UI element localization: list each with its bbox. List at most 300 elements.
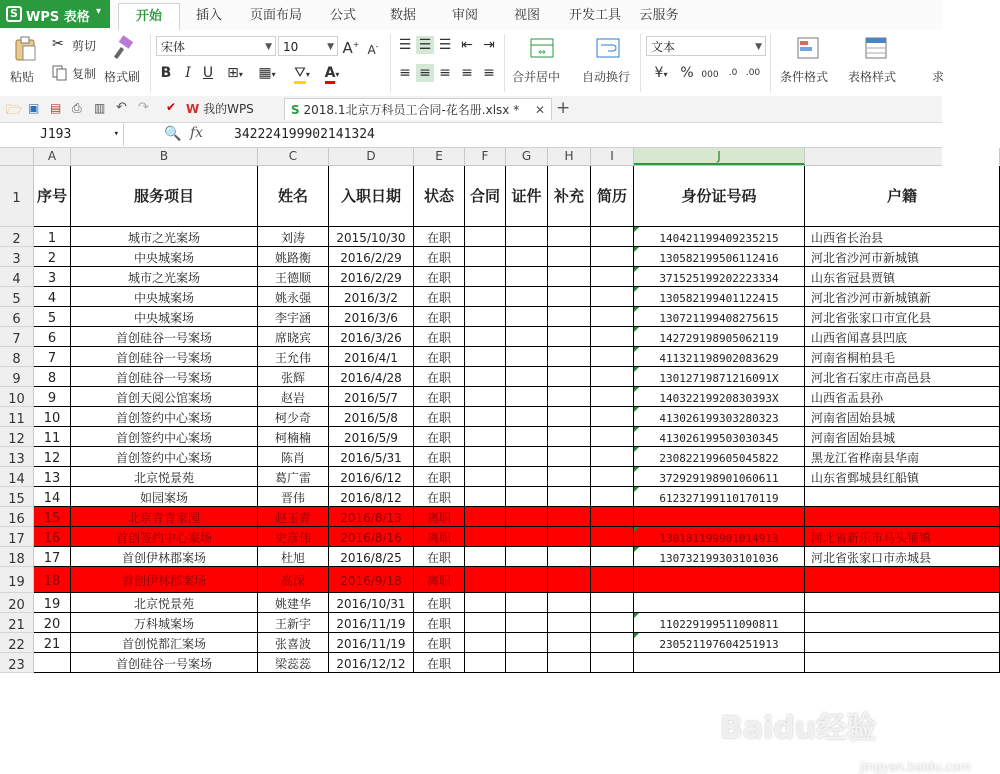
header-cell[interactable]: 入职日期 bbox=[329, 166, 414, 227]
table-cell[interactable] bbox=[506, 633, 548, 653]
table-cell[interactable]: 612327199110170119 bbox=[634, 487, 805, 507]
table-cell[interactable] bbox=[634, 507, 805, 527]
table-cell[interactable]: 130732199303101036 bbox=[634, 547, 805, 567]
table-cell[interactable]: 中央城案场 bbox=[71, 287, 258, 307]
row-header[interactable]: 23 bbox=[0, 653, 34, 673]
column-header-A[interactable]: A bbox=[34, 148, 71, 165]
name-box[interactable] bbox=[0, 123, 124, 146]
table-cell[interactable] bbox=[591, 613, 634, 633]
table-cell[interactable] bbox=[591, 367, 634, 387]
table-cell[interactable] bbox=[465, 593, 506, 613]
table-cell[interactable]: 在职 bbox=[414, 247, 465, 267]
table-cell[interactable]: 离职 bbox=[414, 507, 465, 527]
bold-button[interactable]: B bbox=[160, 65, 172, 81]
table-cell[interactable]: 山东省鄄城县红船镇 bbox=[805, 467, 1000, 487]
table-cell[interactable]: 在职 bbox=[414, 593, 465, 613]
table-cell[interactable] bbox=[465, 447, 506, 467]
number-format-select[interactable] bbox=[646, 36, 766, 56]
header-cell[interactable]: 合同 bbox=[465, 166, 506, 227]
redo-icon[interactable]: ↷ bbox=[138, 100, 149, 115]
table-cell[interactable]: 河南省固始县城 bbox=[805, 427, 1000, 447]
print-preview-icon[interactable]: ▤ bbox=[50, 101, 62, 115]
table-cell[interactable]: 9 bbox=[34, 387, 71, 407]
tab-view[interactable]: 视图 bbox=[513, 8, 540, 23]
table-cell[interactable]: 2016/12/12 bbox=[329, 653, 414, 673]
table-cell[interactable] bbox=[548, 507, 591, 527]
table-cell[interactable]: 首创硅谷一号案场 bbox=[71, 347, 258, 367]
column-header-F[interactable]: F bbox=[465, 148, 506, 165]
table-cell[interactable] bbox=[548, 367, 591, 387]
table-cell[interactable] bbox=[591, 307, 634, 327]
align-top-button[interactable]: ☰ bbox=[398, 37, 412, 53]
folder-icon[interactable]: 🗁 bbox=[6, 103, 23, 118]
table-cell[interactable] bbox=[805, 593, 1000, 613]
row-header[interactable]: 2 bbox=[0, 227, 34, 247]
table-cell[interactable]: 7 bbox=[34, 347, 71, 367]
conditional-format-button[interactable] bbox=[778, 34, 840, 92]
table-cell[interactable]: 河北省张家口市赤城县 bbox=[805, 547, 1000, 567]
tab-review[interactable]: 审阅 bbox=[451, 8, 478, 23]
table-cell[interactable]: 2016/8/25 bbox=[329, 547, 414, 567]
copy-button[interactable] bbox=[52, 64, 102, 82]
table-cell[interactable]: 首创签约中心案场 bbox=[71, 427, 258, 447]
table-cell[interactable] bbox=[465, 467, 506, 487]
table-cell[interactable]: 2016/2/29 bbox=[329, 267, 414, 287]
tab-developer[interactable]: 开发工具 bbox=[568, 8, 621, 23]
column-header-C[interactable]: C bbox=[258, 148, 329, 165]
table-cell[interactable]: 在职 bbox=[414, 327, 465, 347]
table-cell[interactable] bbox=[34, 653, 71, 673]
row-header[interactable]: 6 bbox=[0, 307, 34, 327]
table-cell[interactable]: 北京悦景苑 bbox=[71, 467, 258, 487]
table-cell[interactable] bbox=[465, 387, 506, 407]
table-cell[interactable] bbox=[591, 527, 634, 547]
table-cell[interactable]: 河南省固始县城 bbox=[805, 407, 1000, 427]
table-cell[interactable] bbox=[465, 567, 506, 593]
table-cell[interactable]: 离职 bbox=[414, 527, 465, 547]
row-header[interactable]: 20 bbox=[0, 593, 34, 613]
table-cell[interactable]: 12 bbox=[34, 447, 71, 467]
function-icon[interactable]: fx bbox=[190, 125, 204, 141]
table-cell[interactable]: 席晓宾 bbox=[258, 327, 329, 347]
table-cell[interactable] bbox=[465, 307, 506, 327]
table-cell[interactable] bbox=[591, 347, 634, 367]
table-cell[interactable] bbox=[506, 527, 548, 547]
table-cell[interactable]: 2016/2/29 bbox=[329, 247, 414, 267]
table-cell[interactable]: 2016/9/18 bbox=[329, 567, 414, 593]
table-cell[interactable]: 110229199511090811 bbox=[634, 613, 805, 633]
row-header[interactable]: 12 bbox=[0, 427, 34, 447]
table-cell[interactable]: 赵玉青 bbox=[258, 507, 329, 527]
table-cell[interactable]: 5 bbox=[34, 307, 71, 327]
row-header[interactable]: 15 bbox=[0, 487, 34, 507]
column-header-B[interactable]: B bbox=[71, 148, 258, 165]
table-cell[interactable] bbox=[548, 653, 591, 673]
table-cell[interactable] bbox=[506, 267, 548, 287]
distributed-button[interactable]: ≡ bbox=[483, 65, 495, 81]
header-cell[interactable]: 证件 bbox=[506, 166, 548, 227]
table-cell[interactable]: 河南省桐柏县毛 bbox=[805, 347, 1000, 367]
select-all-corner[interactable] bbox=[0, 148, 34, 165]
table-cell[interactable] bbox=[465, 347, 506, 367]
table-cell[interactable]: 130721199408275615 bbox=[634, 307, 805, 327]
table-cell[interactable]: 河北省沙河市新城镇新 bbox=[805, 287, 1000, 307]
table-cell[interactable]: 王允伟 bbox=[258, 347, 329, 367]
table-cell[interactable] bbox=[591, 267, 634, 287]
table-cell[interactable]: 城市之光案场 bbox=[71, 227, 258, 247]
table-cell[interactable]: 3 bbox=[34, 267, 71, 287]
table-cell[interactable]: 北京青青家园 bbox=[71, 507, 258, 527]
table-cell[interactable]: 首创伊林郡案场 bbox=[71, 547, 258, 567]
table-cell[interactable] bbox=[548, 527, 591, 547]
header-cell[interactable]: 户籍 bbox=[805, 166, 1000, 227]
table-cell[interactable] bbox=[548, 487, 591, 507]
table-cell[interactable] bbox=[506, 427, 548, 447]
indent-decrease-button[interactable]: ⇤ bbox=[461, 37, 473, 53]
decrease-font-button[interactable]: A- bbox=[367, 42, 379, 57]
table-cell[interactable]: 10 bbox=[34, 407, 71, 427]
table-cell[interactable]: 17 bbox=[34, 547, 71, 567]
table-cell[interactable] bbox=[465, 287, 506, 307]
formula-input[interactable]: 342224199902141324 bbox=[234, 127, 375, 142]
tab-my-wps[interactable] bbox=[186, 98, 282, 120]
table-cell[interactable]: 在职 bbox=[414, 487, 465, 507]
table-cell[interactable]: 晋伟 bbox=[258, 487, 329, 507]
paste-button[interactable] bbox=[8, 34, 44, 92]
table-cell[interactable]: 在职 bbox=[414, 387, 465, 407]
table-cell[interactable]: 2016/11/19 bbox=[329, 633, 414, 653]
header-cell[interactable]: 服务项目 bbox=[71, 166, 258, 227]
table-cell[interactable] bbox=[805, 633, 1000, 653]
table-cell[interactable]: 2016/4/28 bbox=[329, 367, 414, 387]
table-cell[interactable]: 11 bbox=[34, 427, 71, 447]
table-cell[interactable] bbox=[506, 407, 548, 427]
more-ribbon-label[interactable]: 求 bbox=[932, 70, 945, 84]
row-header[interactable]: 4 bbox=[0, 267, 34, 287]
table-cell[interactable] bbox=[591, 653, 634, 673]
table-cell[interactable]: 山西省闻喜县凹底 bbox=[805, 327, 1000, 347]
align-center-button[interactable]: ≡ bbox=[416, 64, 434, 82]
font-name-select[interactable] bbox=[156, 36, 276, 56]
table-style-button[interactable] bbox=[846, 34, 908, 92]
table-cell[interactable]: 20 bbox=[34, 613, 71, 633]
tab-formula[interactable]: 公式 bbox=[329, 8, 356, 23]
table-cell[interactable]: 14032219920830393X bbox=[634, 387, 805, 407]
table-cell[interactable]: 在职 bbox=[414, 633, 465, 653]
table-cell[interactable]: 王德顺 bbox=[258, 267, 329, 287]
preview-icon[interactable]: ▥ bbox=[94, 101, 106, 115]
row-header[interactable]: 10 bbox=[0, 387, 34, 407]
table-cell[interactable]: 王新宇 bbox=[258, 613, 329, 633]
column-header-J[interactable]: J bbox=[634, 148, 805, 165]
table-cell[interactable]: 首创硅谷一号案场 bbox=[71, 367, 258, 387]
table-cell[interactable] bbox=[548, 427, 591, 447]
table-cell[interactable] bbox=[548, 387, 591, 407]
table-cell[interactable] bbox=[591, 633, 634, 653]
percent-button[interactable]: % bbox=[680, 65, 694, 81]
row-header[interactable]: 17 bbox=[0, 527, 34, 547]
row-header[interactable]: 16 bbox=[0, 507, 34, 527]
table-cell[interactable]: 城市之光案场 bbox=[71, 267, 258, 287]
row-header[interactable]: 19 bbox=[0, 567, 34, 593]
wrap-text-button[interactable] bbox=[580, 34, 636, 92]
table-cell[interactable]: 离职 bbox=[414, 567, 465, 593]
table-cell[interactable]: 梁蕊蕊 bbox=[258, 653, 329, 673]
table-cell[interactable] bbox=[465, 427, 506, 447]
table-cell[interactable] bbox=[465, 653, 506, 673]
table-cell[interactable]: 2016/8/16 bbox=[329, 527, 414, 547]
table-cell[interactable]: 371525199202223334 bbox=[634, 267, 805, 287]
column-header-E[interactable]: E bbox=[414, 148, 465, 165]
table-cell[interactable]: 首创硅谷一号案场 bbox=[71, 327, 258, 347]
table-cell[interactable]: 中央城案场 bbox=[71, 307, 258, 327]
table-cell[interactable]: 山西省长治县 bbox=[805, 227, 1000, 247]
table-cell[interactable]: 高深 bbox=[258, 567, 329, 593]
table-cell[interactable]: 130582199506112416 bbox=[634, 247, 805, 267]
font-color-button[interactable]: A▾ bbox=[318, 64, 346, 84]
table-cell[interactable] bbox=[465, 327, 506, 347]
row-header[interactable]: 5 bbox=[0, 287, 34, 307]
close-icon[interactable]: ✕ bbox=[534, 103, 545, 117]
table-cell[interactable] bbox=[805, 507, 1000, 527]
table-cell[interactable]: 在职 bbox=[414, 267, 465, 287]
tab-active-file[interactable] bbox=[284, 98, 552, 120]
table-cell[interactable]: 2016/3/6 bbox=[329, 307, 414, 327]
table-cell[interactable] bbox=[591, 447, 634, 467]
table-cell[interactable]: 姚路衡 bbox=[258, 247, 329, 267]
table-cell[interactable]: 4 bbox=[34, 287, 71, 307]
table-cell[interactable] bbox=[506, 507, 548, 527]
table-cell[interactable]: 首创硅谷一号案场 bbox=[71, 653, 258, 673]
table-cell[interactable] bbox=[548, 467, 591, 487]
new-tab-plus-icon[interactable]: + bbox=[556, 98, 571, 118]
table-cell[interactable]: 15 bbox=[34, 507, 71, 527]
table-cell[interactable] bbox=[506, 227, 548, 247]
table-cell[interactable] bbox=[634, 593, 805, 613]
table-cell[interactable]: 赵岩 bbox=[258, 387, 329, 407]
table-cell[interactable]: 张辉 bbox=[258, 367, 329, 387]
table-cell[interactable] bbox=[465, 267, 506, 287]
table-cell[interactable]: 在职 bbox=[414, 307, 465, 327]
table-cell[interactable]: 万科城案场 bbox=[71, 613, 258, 633]
table-cell[interactable] bbox=[506, 547, 548, 567]
table-cell[interactable]: 372929198901060611 bbox=[634, 467, 805, 487]
table-cell[interactable]: 2016/3/2 bbox=[329, 287, 414, 307]
table-cell[interactable] bbox=[548, 247, 591, 267]
row-header[interactable]: 14 bbox=[0, 467, 34, 487]
table-cell[interactable] bbox=[591, 467, 634, 487]
undo-icon[interactable]: ↶ bbox=[116, 100, 127, 115]
table-cell[interactable] bbox=[591, 227, 634, 247]
table-cell[interactable]: 140421199409235215 bbox=[634, 227, 805, 247]
table-cell[interactable] bbox=[591, 547, 634, 567]
table-cell[interactable] bbox=[506, 567, 548, 593]
table-cell[interactable] bbox=[805, 487, 1000, 507]
decrease-decimal-button[interactable]: .00 bbox=[745, 68, 761, 78]
table-cell[interactable]: 14 bbox=[34, 487, 71, 507]
table-cell[interactable] bbox=[465, 547, 506, 567]
table-cell[interactable]: 2016/4/1 bbox=[329, 347, 414, 367]
table-cell[interactable]: 2016/8/12 bbox=[329, 487, 414, 507]
table-cell[interactable]: 杜旭 bbox=[258, 547, 329, 567]
table-cell[interactable] bbox=[591, 567, 634, 593]
row-header[interactable]: 1 bbox=[0, 166, 34, 227]
table-cell[interactable] bbox=[506, 593, 548, 613]
table-cell[interactable] bbox=[805, 567, 1000, 593]
table-cell[interactable]: 13 bbox=[34, 467, 71, 487]
table-cell[interactable] bbox=[506, 347, 548, 367]
column-header-G[interactable]: G bbox=[506, 148, 548, 165]
table-cell[interactable]: 2 bbox=[34, 247, 71, 267]
table-cell[interactable]: 首创签约中心案场 bbox=[71, 407, 258, 427]
table-cell[interactable]: 在职 bbox=[414, 447, 465, 467]
app-menu-button[interactable] bbox=[0, 0, 110, 28]
table-cell[interactable]: 6 bbox=[34, 327, 71, 347]
currency-button[interactable]: ¥▾ bbox=[654, 65, 668, 81]
table-cell[interactable] bbox=[465, 227, 506, 247]
column-header-D[interactable]: D bbox=[329, 148, 414, 165]
table-cell[interactable]: 21 bbox=[34, 633, 71, 653]
table-cell[interactable]: 河北省新乐市马头铺镇 bbox=[805, 527, 1000, 547]
table-cell[interactable]: 2016/5/31 bbox=[329, 447, 414, 467]
table-cell[interactable] bbox=[591, 387, 634, 407]
print-icon[interactable]: ⎙ bbox=[72, 101, 82, 115]
table-cell[interactable] bbox=[548, 327, 591, 347]
table-cell[interactable]: 首创签约中心案场 bbox=[71, 527, 258, 547]
table-cell[interactable]: 陈肖 bbox=[258, 447, 329, 467]
underline-button[interactable]: U bbox=[202, 65, 214, 81]
table-cell[interactable]: 在职 bbox=[414, 367, 465, 387]
table-cell[interactable] bbox=[506, 287, 548, 307]
table-cell[interactable]: 张喜波 bbox=[258, 633, 329, 653]
table-cell[interactable] bbox=[548, 567, 591, 593]
table-cell[interactable] bbox=[634, 653, 805, 673]
table-cell[interactable]: 在职 bbox=[414, 287, 465, 307]
table-cell[interactable]: 姚永强 bbox=[258, 287, 329, 307]
cut-button[interactable] bbox=[52, 36, 102, 54]
font-size-select[interactable] bbox=[278, 36, 338, 56]
fill-color-button[interactable]: ⛛▾ bbox=[288, 64, 316, 84]
table-cell[interactable]: 2015/10/30 bbox=[329, 227, 414, 247]
table-cell[interactable] bbox=[805, 613, 1000, 633]
table-cell[interactable]: 在职 bbox=[414, 427, 465, 447]
table-cell[interactable]: 李宇涵 bbox=[258, 307, 329, 327]
table-cell[interactable]: 在职 bbox=[414, 467, 465, 487]
increase-decimal-button[interactable]: .0 bbox=[728, 68, 738, 78]
table-cell[interactable]: 首创天阅公馆案场 bbox=[71, 387, 258, 407]
table-cell[interactable]: 柯少奇 bbox=[258, 407, 329, 427]
table-cell[interactable]: 19 bbox=[34, 593, 71, 613]
italic-button[interactable]: I bbox=[185, 65, 191, 81]
table-cell[interactable] bbox=[465, 507, 506, 527]
table-cell[interactable] bbox=[506, 327, 548, 347]
header-cell[interactable]: 补充 bbox=[548, 166, 591, 227]
table-cell[interactable] bbox=[506, 653, 548, 673]
row-header[interactable]: 18 bbox=[0, 547, 34, 567]
table-cell[interactable]: 2016/11/19 bbox=[329, 613, 414, 633]
tab-cloud[interactable]: 云服务 bbox=[639, 8, 679, 23]
table-cell[interactable] bbox=[591, 327, 634, 347]
row-header[interactable]: 7 bbox=[0, 327, 34, 347]
table-cell[interactable]: 首创伊林郡案场 bbox=[71, 567, 258, 593]
table-cell[interactable]: 413026199303280323 bbox=[634, 407, 805, 427]
table-cell[interactable]: 130181199901014913 bbox=[634, 527, 805, 547]
table-cell[interactable]: 在职 bbox=[414, 653, 465, 673]
table-cell[interactable] bbox=[548, 547, 591, 567]
row-header[interactable]: 8 bbox=[0, 347, 34, 367]
table-cell[interactable]: 葛广雷 bbox=[258, 467, 329, 487]
align-left-button[interactable]: ≡ bbox=[399, 65, 411, 81]
table-cell[interactable]: 河北省张家口市宣化县 bbox=[805, 307, 1000, 327]
table-cell[interactable] bbox=[548, 633, 591, 653]
header-cell[interactable]: 简历 bbox=[591, 166, 634, 227]
merge-center-button[interactable] bbox=[510, 34, 574, 92]
table-cell[interactable] bbox=[465, 613, 506, 633]
table-cell[interactable]: 山东省冠县贾镇 bbox=[805, 267, 1000, 287]
table-cell[interactable]: 2016/3/26 bbox=[329, 327, 414, 347]
table-cell[interactable]: 142729198905062119 bbox=[634, 327, 805, 347]
table-cell[interactable]: 413026199503030345 bbox=[634, 427, 805, 447]
table-cell[interactable]: 在职 bbox=[414, 547, 465, 567]
table-cell[interactable]: 2016/5/9 bbox=[329, 427, 414, 447]
table-cell[interactable] bbox=[548, 307, 591, 327]
table-cell[interactable]: 230822199605045822 bbox=[634, 447, 805, 467]
table-cell[interactable]: 1 bbox=[34, 227, 71, 247]
justify-button[interactable]: ≡ bbox=[461, 65, 473, 81]
table-cell[interactable] bbox=[548, 613, 591, 633]
table-cell[interactable] bbox=[591, 487, 634, 507]
indent-increase-button[interactable]: ⇥ bbox=[483, 37, 495, 53]
table-cell[interactable] bbox=[465, 407, 506, 427]
table-cell[interactable]: 首创签约中心案场 bbox=[71, 447, 258, 467]
table-cell[interactable]: 2016/8/13 bbox=[329, 507, 414, 527]
save-icon[interactable]: ▣ bbox=[28, 101, 40, 115]
table-cell[interactable] bbox=[506, 307, 548, 327]
table-cell[interactable]: 柯楠楠 bbox=[258, 427, 329, 447]
table-cell[interactable]: 河北省沙河市新城镇 bbox=[805, 247, 1000, 267]
table-cell[interactable]: 在职 bbox=[414, 613, 465, 633]
table-cell[interactable] bbox=[548, 287, 591, 307]
cell-style-button[interactable]: ▦▾ bbox=[258, 65, 276, 81]
table-cell[interactable] bbox=[506, 613, 548, 633]
table-cell[interactable] bbox=[548, 407, 591, 427]
align-bottom-button[interactable]: ☰ bbox=[438, 37, 452, 53]
format-painter-button[interactable] bbox=[104, 34, 144, 92]
row-header[interactable]: 11 bbox=[0, 407, 34, 427]
table-cell[interactable] bbox=[506, 387, 548, 407]
align-right-button[interactable]: ≡ bbox=[439, 65, 451, 81]
table-cell[interactable] bbox=[548, 593, 591, 613]
table-cell[interactable]: 在职 bbox=[414, 407, 465, 427]
table-cell[interactable] bbox=[506, 487, 548, 507]
table-cell[interactable] bbox=[465, 487, 506, 507]
table-cell[interactable]: 首创悦都汇案场 bbox=[71, 633, 258, 653]
header-cell[interactable]: 姓名 bbox=[258, 166, 329, 227]
table-cell[interactable] bbox=[805, 653, 1000, 673]
table-cell[interactable]: 姚建华 bbox=[258, 593, 329, 613]
table-cell[interactable] bbox=[506, 447, 548, 467]
table-cell[interactable]: 史彦伟 bbox=[258, 527, 329, 547]
table-cell[interactable] bbox=[591, 247, 634, 267]
row-header[interactable]: 21 bbox=[0, 613, 34, 633]
align-middle-button[interactable]: ☰ bbox=[416, 36, 434, 54]
table-cell[interactable] bbox=[465, 247, 506, 267]
table-cell[interactable]: 黑龙江省桦南县华南 bbox=[805, 447, 1000, 467]
header-cell[interactable]: 状态 bbox=[414, 166, 465, 227]
table-cell[interactable] bbox=[506, 367, 548, 387]
table-cell[interactable]: 2016/5/8 bbox=[329, 407, 414, 427]
zoom-search-icon[interactable]: 🔍 bbox=[164, 126, 182, 142]
